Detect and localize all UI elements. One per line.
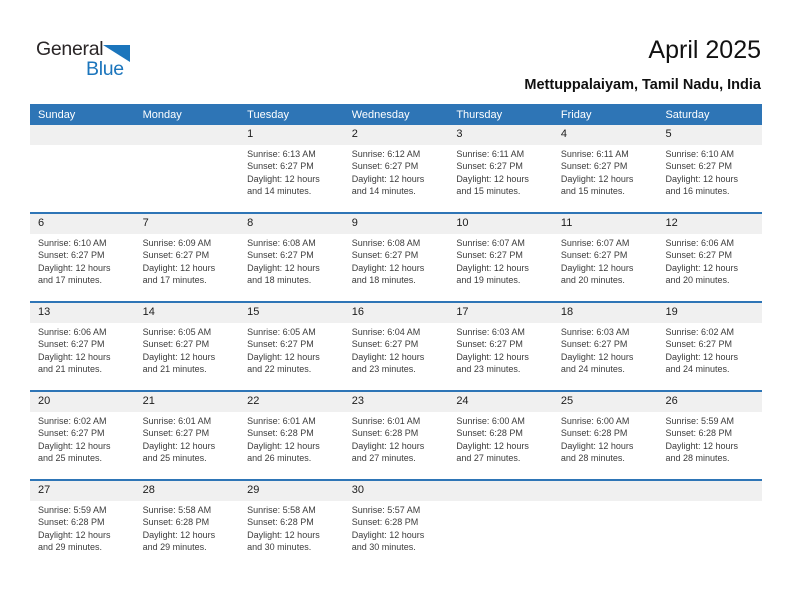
day-number: 19 [665,306,678,318]
content-band [30,323,762,390]
day-sunset: Sunset: 6:27 PM [560,339,628,350]
day-sunrise: Sunrise: 6:11 AM [560,149,629,159]
day-daylight-line2: and 24 minutes. [665,364,730,375]
day-sunset: Sunset: 6:27 PM [142,428,210,439]
day-number [657,481,762,501]
week-row [30,125,762,212]
day-daylight-line1: Daylight: 12 hours [351,529,425,540]
day-number: 20 [38,395,51,407]
day-cell [344,145,449,212]
content-band [30,501,762,568]
day-number: 24 [456,395,469,407]
day-sunset: Sunset: 6:28 PM [247,428,314,439]
day-cell [448,501,553,568]
day-cell [657,501,762,568]
day-daylight-line1: Daylight: 12 hours [351,173,425,184]
day-sunrise: Sunrise: 6:05 AM [142,327,212,337]
day-cell [239,501,344,568]
day-sunrise: Sunrise: 6:01 AM [142,416,212,426]
day-sunset: Sunset: 6:27 PM [456,250,523,261]
day-daylight-line2: and 28 minutes. [560,453,625,464]
day-sunrise: Sunrise: 6:10 AM [38,238,107,248]
day-sunset: Sunset: 6:28 PM [560,428,628,439]
weekday-header-saturday: Saturday [665,108,710,121]
day-daylight-line2: and 19 minutes. [456,275,521,286]
day-number [30,125,135,145]
day-sunrise: Sunrise: 5:57 AM [351,505,421,515]
content-band [30,145,762,212]
day-daylight-line1: Daylight: 12 hours [247,440,320,451]
day-number: 6 [38,217,45,229]
day-cell [344,234,449,301]
day-daylight-line1: Daylight: 12 hours [456,351,529,362]
day-daylight-line2: and 25 minutes. [142,453,207,464]
week-row [30,212,762,301]
dates-band [30,481,762,501]
day-cell [553,234,658,301]
day-cell [135,501,240,568]
day-daylight-line1: Daylight: 12 hours [142,440,216,451]
day-sunset: Sunset: 6:27 PM [665,250,733,261]
day-daylight-line2: and 30 minutes. [247,542,312,553]
day-sunset: Sunset: 6:27 PM [560,161,628,172]
day-number: 22 [247,395,260,407]
day-sunset: Sunset: 6:27 PM [142,339,210,350]
day-daylight-line2: and 16 minutes. [665,186,730,197]
day-daylight-line2: and 18 minutes. [351,275,416,286]
day-daylight-line2: and 23 minutes. [351,364,416,375]
day-cell [448,323,553,390]
day-daylight-line1: Daylight: 12 hours [665,440,739,451]
day-sunset: Sunset: 6:28 PM [665,428,733,439]
day-cell [553,501,658,568]
day-daylight-line1: Daylight: 12 hours [247,262,320,273]
weekday-header-wednesday: Wednesday [351,108,410,121]
day-number: 30 [351,484,364,496]
day-number: 15 [247,306,260,318]
day-daylight-line2: and 27 minutes. [351,453,416,464]
logo-text-blue: Blue [86,58,124,80]
dates-band [30,125,762,145]
day-cell [553,412,658,479]
day-daylight-line1: Daylight: 12 hours [665,262,739,273]
day-number: 27 [38,484,51,496]
location-subtitle: Mettuppalaiyam, Tamil Nadu, India [524,77,761,93]
day-sunset: Sunset: 6:27 PM [38,428,105,439]
day-daylight-line2: and 24 minutes. [560,364,625,375]
day-daylight-line1: Daylight: 12 hours [351,440,425,451]
week-row [30,479,762,568]
day-cell [448,145,553,212]
day-number: 1 [247,128,254,140]
day-sunrise: Sunrise: 6:03 AM [560,327,630,337]
day-sunrise: Sunrise: 5:58 AM [247,505,316,515]
day-sunset: Sunset: 6:27 PM [38,250,105,261]
day-daylight-line1: Daylight: 12 hours [142,262,216,273]
day-number: 26 [665,395,678,407]
day-number: 7 [142,217,149,229]
day-cell [239,323,344,390]
day-sunrise: Sunrise: 6:04 AM [351,327,421,337]
day-sunrise: Sunrise: 6:01 AM [351,416,421,426]
day-number: 11 [560,217,573,229]
day-cell [448,412,553,479]
day-sunrise: Sunrise: 6:06 AM [38,327,107,337]
day-daylight-line1: Daylight: 12 hours [351,262,425,273]
day-number: 13 [38,306,51,318]
day-sunset: Sunset: 6:28 PM [351,428,419,439]
day-sunset: Sunset: 6:27 PM [247,250,314,261]
day-cell [239,145,344,212]
day-daylight-line2: and 23 minutes. [456,364,521,375]
day-sunrise: Sunrise: 6:03 AM [456,327,525,337]
day-cell [30,501,135,568]
day-sunrise: Sunrise: 6:08 AM [247,238,316,248]
week-row [30,390,762,479]
day-daylight-line1: Daylight: 12 hours [247,173,320,184]
content-band [30,234,762,301]
day-sunset: Sunset: 6:27 PM [665,161,733,172]
day-sunrise: Sunrise: 6:01 AM [247,416,316,426]
day-number: 2 [351,128,358,140]
day-sunset: Sunset: 6:27 PM [456,161,523,172]
day-number: 25 [560,395,574,407]
day-sunrise: Sunrise: 6:00 AM [560,416,630,426]
day-number: 29 [247,484,260,496]
day-sunset: Sunset: 6:28 PM [247,517,314,528]
day-cell [135,412,240,479]
day-daylight-line2: and 15 minutes. [560,186,625,197]
week-row [30,301,762,390]
day-number: 21 [142,395,155,407]
day-daylight-line1: Daylight: 12 hours [560,440,634,451]
day-cell [344,412,449,479]
day-cell [657,234,762,301]
weeks-container [30,125,762,568]
day-sunrise: Sunrise: 6:00 AM [456,416,525,426]
day-sunrise: Sunrise: 5:58 AM [142,505,212,515]
day-sunrise: Sunrise: 6:05 AM [247,327,316,337]
calendar-grid [30,104,762,568]
day-sunset: Sunset: 6:27 PM [351,161,419,172]
day-cell [448,234,553,301]
day-sunrise: Sunrise: 5:59 AM [38,505,107,515]
day-cell [239,412,344,479]
day-sunset: Sunset: 6:27 PM [351,339,419,350]
weekday-header-monday: Monday [142,108,182,121]
day-daylight-line1: Daylight: 12 hours [38,529,111,540]
day-number [553,481,658,501]
day-cell [135,234,240,301]
day-daylight-line1: Daylight: 12 hours [38,440,111,451]
logo-text-general: General [36,38,104,60]
day-daylight-line1: Daylight: 12 hours [456,440,529,451]
day-daylight-line2: and 22 minutes. [247,364,312,375]
day-daylight-line2: and 30 minutes. [351,542,416,553]
day-cell [239,234,344,301]
day-daylight-line1: Daylight: 12 hours [351,351,425,362]
day-cell [657,145,762,212]
day-number: 10 [456,217,469,229]
dates-band [30,392,762,412]
day-cell [657,412,762,479]
day-number: 18 [560,306,574,318]
day-cell [135,145,240,212]
day-daylight-line1: Daylight: 12 hours [665,173,739,184]
day-daylight-line2: and 21 minutes. [38,364,103,375]
day-sunset: Sunset: 6:27 PM [351,250,419,261]
day-cell [30,412,135,479]
day-number [448,481,553,501]
day-daylight-line2: and 15 minutes. [456,186,521,197]
day-daylight-line2: and 14 minutes. [351,186,416,197]
day-daylight-line1: Daylight: 12 hours [560,262,634,273]
day-sunset: Sunset: 6:27 PM [665,339,733,350]
content-band [30,412,762,479]
day-daylight-line1: Daylight: 12 hours [456,262,529,273]
day-daylight-line2: and 21 minutes. [142,364,207,375]
day-sunrise: Sunrise: 6:13 AM [247,149,316,159]
day-sunrise: Sunrise: 6:08 AM [351,238,421,248]
day-daylight-line2: and 25 minutes. [38,453,103,464]
day-cell [30,323,135,390]
day-sunrise: Sunrise: 6:07 AM [560,238,630,248]
day-cell [30,145,135,212]
day-sunset: Sunset: 6:27 PM [560,250,628,261]
day-number [135,125,240,145]
day-daylight-line2: and 20 minutes. [560,275,625,286]
dates-band [30,303,762,323]
day-number: 23 [351,395,364,407]
day-daylight-line2: and 17 minutes. [142,275,207,286]
day-cell [344,501,449,568]
day-daylight-line2: and 27 minutes. [456,453,521,464]
day-daylight-line2: and 29 minutes. [142,542,207,553]
day-daylight-line1: Daylight: 12 hours [142,351,216,362]
day-daylight-line1: Daylight: 12 hours [665,351,739,362]
day-sunrise: Sunrise: 6:02 AM [38,416,107,426]
day-daylight-line2: and 17 minutes. [38,275,103,286]
dates-band [30,214,762,234]
day-sunset: Sunset: 6:27 PM [38,339,105,350]
day-sunset: Sunset: 6:27 PM [247,161,314,172]
day-sunrise: Sunrise: 6:06 AM [665,238,735,248]
day-daylight-line2: and 18 minutes. [247,275,312,286]
day-number: 12 [665,217,678,229]
weekday-header-row [30,104,762,125]
day-sunset: Sunset: 6:27 PM [456,339,523,350]
day-cell [657,323,762,390]
day-number: 16 [351,306,364,318]
day-number: 28 [142,484,155,496]
day-number: 14 [142,306,155,318]
day-sunset: Sunset: 6:28 PM [351,517,419,528]
weekday-header-friday: Friday [560,108,592,121]
day-cell [553,323,658,390]
day-number: 8 [247,217,254,229]
day-daylight-line1: Daylight: 12 hours [142,529,216,540]
day-daylight-line1: Daylight: 12 hours [38,351,111,362]
day-number: 17 [456,306,469,318]
day-daylight-line2: and 20 minutes. [665,275,730,286]
day-number: 3 [456,128,463,140]
day-cell [30,234,135,301]
day-sunset: Sunset: 6:28 PM [142,517,210,528]
weekday-header-sunday: Sunday [38,108,76,121]
day-number: 9 [351,217,358,229]
day-daylight-line1: Daylight: 12 hours [560,173,634,184]
day-daylight-line1: Daylight: 12 hours [247,529,320,540]
day-sunrise: Sunrise: 5:59 AM [665,416,735,426]
day-sunset: Sunset: 6:28 PM [456,428,523,439]
day-sunset: Sunset: 6:27 PM [247,339,314,350]
day-daylight-line2: and 29 minutes. [38,542,103,553]
day-daylight-line1: Daylight: 12 hours [247,351,320,362]
day-sunrise: Sunrise: 6:11 AM [456,149,525,159]
day-sunrise: Sunrise: 6:09 AM [142,238,212,248]
day-sunrise: Sunrise: 6:07 AM [456,238,525,248]
day-sunrise: Sunrise: 6:10 AM [665,149,735,159]
day-daylight-line1: Daylight: 12 hours [560,351,634,362]
weekday-header-tuesday: Tuesday [247,108,289,121]
day-sunrise: Sunrise: 6:02 AM [665,327,735,337]
day-number: 4 [560,128,568,140]
day-number: 5 [665,128,672,140]
day-cell [553,145,658,212]
day-sunrise: Sunrise: 6:12 AM [351,149,421,159]
day-cell [135,323,240,390]
day-daylight-line1: Daylight: 12 hours [456,173,529,184]
day-sunset: Sunset: 6:27 PM [142,250,210,261]
weekday-header-thursday: Thursday [456,108,503,121]
day-daylight-line2: and 28 minutes. [665,453,730,464]
day-daylight-line1: Daylight: 12 hours [38,262,111,273]
day-daylight-line2: and 26 minutes. [247,453,312,464]
day-sunset: Sunset: 6:28 PM [38,517,105,528]
day-cell [344,323,449,390]
page-title: April 2025 [648,36,761,64]
day-daylight-line2: and 14 minutes. [247,186,312,197]
